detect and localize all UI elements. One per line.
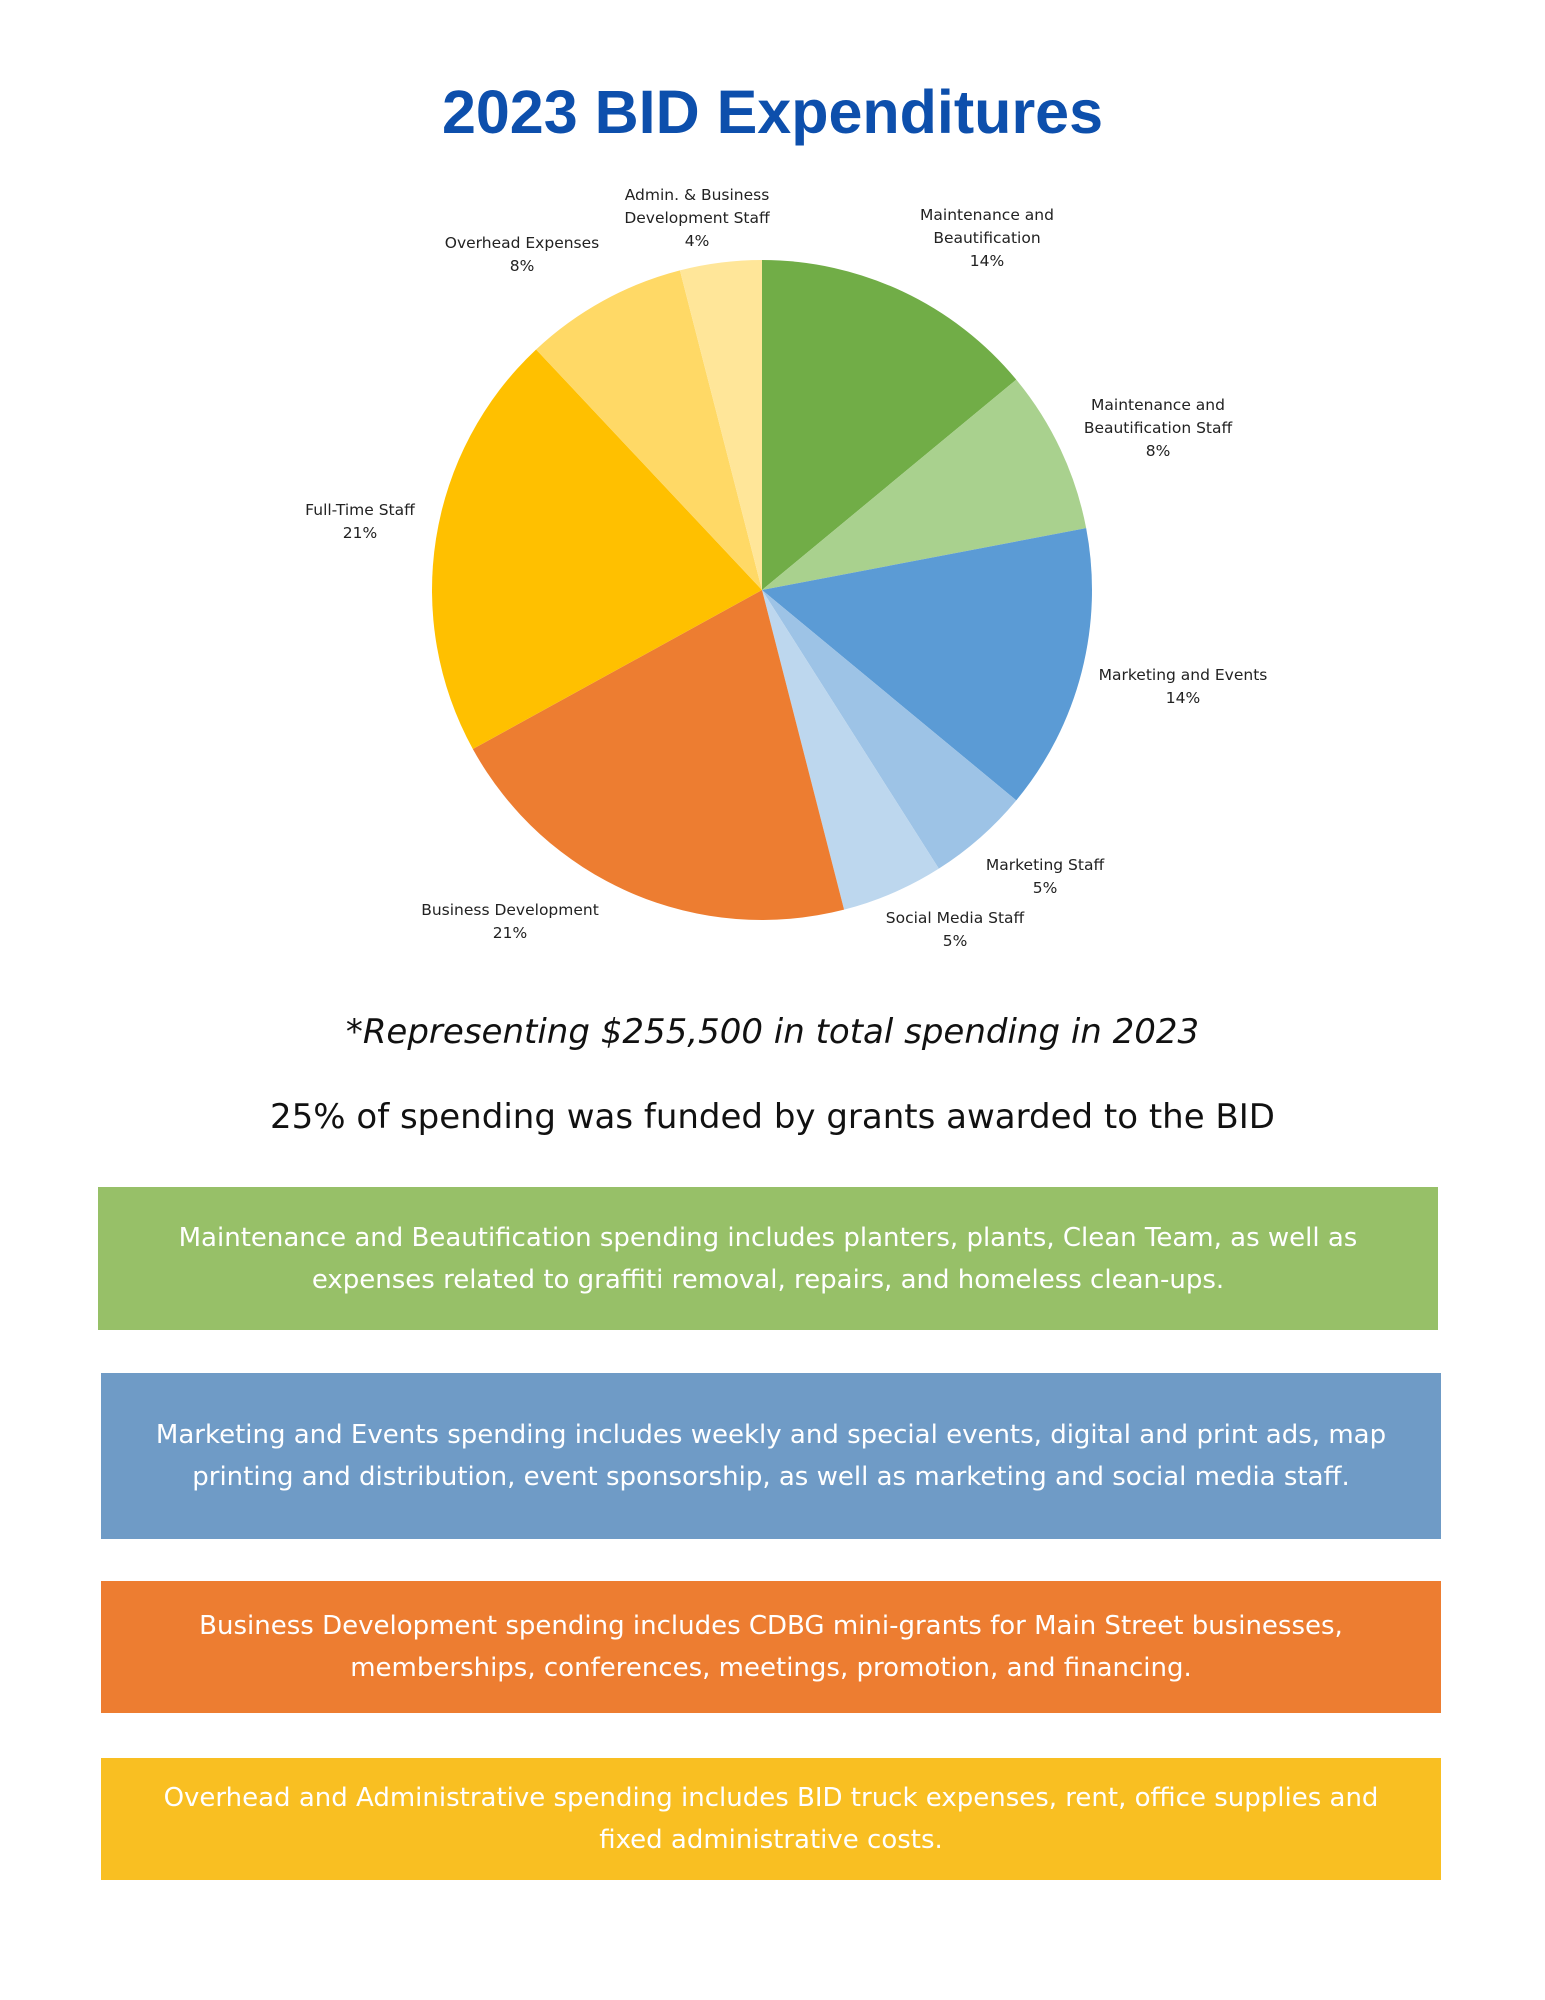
grants-note: 25% of spending was funded by grants awarded to the BID	[270, 1097, 1275, 1137]
total-spending-note: *Representing $255,500 in total spending in 2023	[345, 1012, 1200, 1052]
pie-chart	[0, 160, 1545, 1000]
slice-category-label: Social Media Staff	[885, 909, 1025, 927]
slice-category-label: Beautification	[933, 229, 1041, 247]
slice-category-label: Beautification Staff	[1083, 419, 1233, 437]
slice-percent-label: 14%	[969, 252, 1005, 270]
slice-percent-label: 21%	[342, 524, 378, 542]
slice-category-label: Overhead Expenses	[444, 234, 600, 252]
chart-title: 2023 BID Expenditures	[441, 78, 1104, 146]
slice-category-label: Maintenance and	[1091, 396, 1225, 414]
marketing-description-box: Marketing and Events spending includes weekly and special events, digital and print ads, map printing and distribution, event sponsorship, as well as marketing and social media staff.	[101, 1373, 1441, 1539]
slice-percent-label: 5%	[942, 932, 968, 950]
slice-category-label: Admin. & Business	[624, 186, 770, 204]
slice-percent-label: 8%	[509, 257, 535, 275]
slice-category-label: Development Staff	[624, 209, 770, 227]
slice-percent-label: 14%	[1165, 689, 1201, 707]
slice-percent-label: 21%	[492, 924, 528, 942]
pie-slices	[432, 260, 1092, 920]
slice-category-label: Business Development	[421, 901, 599, 919]
slice-category-label: Full-Time Staff	[305, 501, 415, 519]
overhead-description-box: Overhead and Administrative spending includes BID truck expenses, rent, office supplies and fixed administrative costs.	[101, 1758, 1441, 1880]
maintenance-description-box: Maintenance and Beautification spending includes planters, plants, Clean Team, as well as expenses related to graffiti removal, repairs, and homeless clean-ups.	[98, 1187, 1438, 1330]
slice-percent-label: 5%	[1032, 879, 1058, 897]
slice-category-label: Maintenance and	[920, 206, 1054, 224]
business-development-description-box: Business Development spending includes CDBG mini-grants for Main Street businesses, memberships, conferences, meetings, promotion, and financing.	[101, 1581, 1441, 1713]
slice-category-label: Marketing Staff	[985, 856, 1105, 874]
slice-category-label: Marketing and Events	[1098, 666, 1268, 684]
slice-percent-label: 8%	[1145, 442, 1171, 460]
slice-percent-label: 4%	[684, 232, 710, 250]
